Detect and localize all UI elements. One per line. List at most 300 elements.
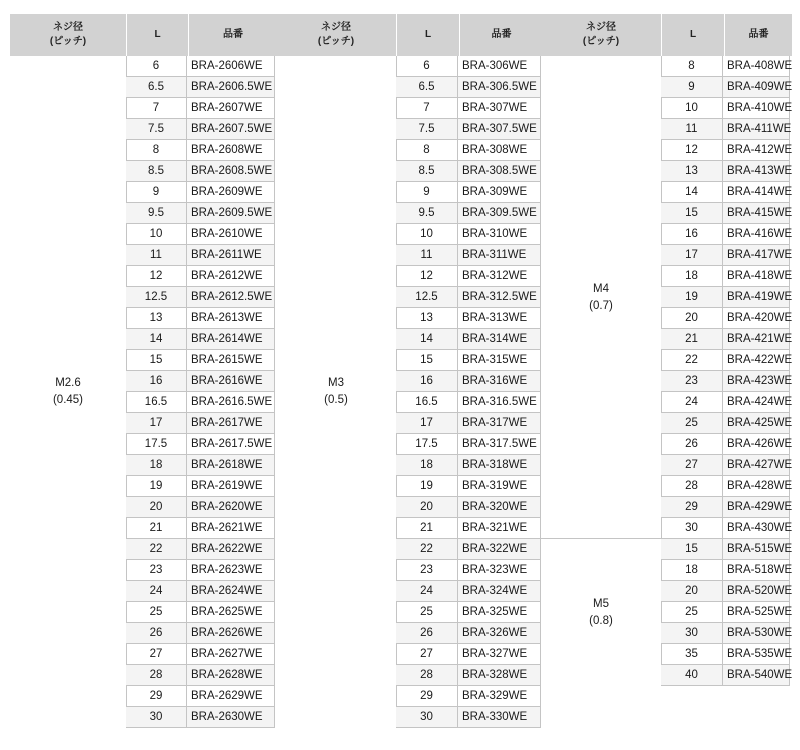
table-row — [661, 308, 793, 329]
part-number-cell: BRA-412WE — [723, 140, 790, 160]
table-row — [661, 497, 793, 518]
table-row — [126, 539, 275, 560]
part-number-cell: BRA-317.5WE — [458, 434, 541, 454]
part-number-cell: BRA-535WE — [723, 644, 790, 664]
table-group-m3 — [276, 14, 544, 723]
table-row — [396, 392, 541, 413]
length-cell: 17.5 — [396, 434, 458, 454]
part-number-cell: BRA-2611WE — [187, 245, 275, 265]
header-part: 品番 — [460, 14, 544, 56]
table-row — [396, 77, 541, 98]
length-cell: 30 — [396, 707, 458, 727]
length-cell: 10 — [661, 98, 723, 118]
length-cell: 25 — [126, 602, 187, 622]
table-row — [396, 287, 541, 308]
length-cell: 12.5 — [396, 287, 458, 307]
part-number-cell: BRA-2609.5WE — [187, 203, 275, 223]
length-cell: 12 — [661, 140, 723, 160]
part-number-cell: BRA-309WE — [458, 182, 541, 202]
part-number-cell: BRA-2621WE — [187, 518, 275, 538]
table-row — [396, 203, 541, 224]
part-number-cell: BRA-415WE — [723, 203, 790, 223]
part-number-cell: BRA-2616.5WE — [187, 392, 275, 412]
part-number-cell: BRA-307.5WE — [458, 119, 541, 139]
header-thread: ネジ径 (ピッチ) — [276, 14, 397, 56]
length-cell: 20 — [661, 308, 723, 328]
length-cell: 15 — [126, 350, 187, 370]
length-cell: 22 — [396, 539, 458, 559]
length-cell: 8 — [396, 140, 458, 160]
part-number-cell: BRA-414WE — [723, 182, 790, 202]
length-cell: 21 — [661, 329, 723, 349]
length-cell: 18 — [396, 455, 458, 475]
header-length: L — [397, 14, 460, 56]
table-row — [126, 560, 275, 581]
part-number-cell: BRA-518WE — [723, 560, 790, 580]
table-group-m26 — [10, 14, 278, 723]
part-number-cell: BRA-329WE — [458, 686, 541, 706]
part-number-cell: BRA-425WE — [723, 413, 790, 433]
part-number-cell: BRA-2612.5WE — [187, 287, 275, 307]
length-cell: 10 — [126, 224, 187, 244]
table-header — [541, 14, 793, 56]
part-number-cell: BRA-2614WE — [187, 329, 275, 349]
table-header — [10, 14, 278, 56]
table-row — [661, 560, 793, 581]
table-row — [661, 581, 793, 602]
table-row — [126, 119, 275, 140]
thread-size-cell — [541, 56, 662, 539]
table-row — [661, 161, 793, 182]
thread-size-cell — [276, 56, 397, 728]
table-row — [396, 476, 541, 497]
part-number-cell: BRA-2628WE — [187, 665, 275, 685]
header-part: 品番 — [189, 14, 278, 56]
length-cell: 14 — [126, 329, 187, 349]
table-row — [126, 182, 275, 203]
table-row — [661, 77, 793, 98]
thread-size-cell — [10, 56, 127, 728]
part-number-cell: BRA-320WE — [458, 497, 541, 517]
table-row — [661, 518, 793, 539]
length-cell: 22 — [126, 539, 187, 559]
part-number-cell: BRA-2609WE — [187, 182, 275, 202]
part-number-cell: BRA-2630WE — [187, 707, 275, 727]
table-row — [661, 203, 793, 224]
part-number-cell: BRA-310WE — [458, 224, 541, 244]
length-cell: 27 — [661, 455, 723, 475]
length-cell: 7.5 — [396, 119, 458, 139]
part-number-cell: BRA-429WE — [723, 497, 790, 517]
part-number-cell: BRA-317WE — [458, 413, 541, 433]
length-cell: 30 — [661, 518, 723, 538]
length-cell: 10 — [396, 224, 458, 244]
thread-size-label: M5 (0.8) — [589, 597, 613, 627]
table-row — [126, 707, 275, 728]
section-divider — [541, 538, 661, 539]
part-number-cell: BRA-2606.5WE — [187, 77, 275, 97]
part-number-cell: BRA-418WE — [723, 266, 790, 286]
table-row — [661, 224, 793, 245]
table-row — [661, 287, 793, 308]
part-number-cell: BRA-422WE — [723, 350, 790, 370]
table-row — [126, 287, 275, 308]
part-number-cell: BRA-2608.5WE — [187, 161, 275, 181]
table-row — [661, 56, 793, 77]
length-cell: 16.5 — [396, 392, 458, 412]
part-number-cell: BRA-326WE — [458, 623, 541, 643]
table-row — [661, 434, 793, 455]
table-row — [661, 98, 793, 119]
length-cell: 14 — [661, 182, 723, 202]
part-number-cell: BRA-2629WE — [187, 686, 275, 706]
table-row — [661, 140, 793, 161]
table-row — [396, 665, 541, 686]
part-number-cell: BRA-417WE — [723, 245, 790, 265]
length-cell: 21 — [126, 518, 187, 538]
part-number-cell: BRA-316WE — [458, 371, 541, 391]
part-number-cell: BRA-2613WE — [187, 308, 275, 328]
part-number-cell: BRA-520WE — [723, 581, 790, 601]
table-row — [396, 371, 541, 392]
length-cell: 27 — [396, 644, 458, 664]
table-row — [396, 224, 541, 245]
part-number-cell: BRA-515WE — [723, 539, 790, 559]
part-number-cell: BRA-409WE — [723, 77, 790, 97]
length-cell: 8 — [661, 56, 723, 76]
length-cell: 22 — [661, 350, 723, 370]
table-row — [661, 665, 793, 686]
length-cell: 26 — [396, 623, 458, 643]
table-row — [396, 308, 541, 329]
part-number-cell: BRA-424WE — [723, 392, 790, 412]
table-row — [396, 539, 541, 560]
table-row — [126, 140, 275, 161]
length-cell: 17.5 — [126, 434, 187, 454]
part-number-cell: BRA-328WE — [458, 665, 541, 685]
table-row — [396, 497, 541, 518]
part-number-cell: BRA-2623WE — [187, 560, 275, 580]
part-number-cell: BRA-322WE — [458, 539, 541, 559]
table-row — [126, 371, 275, 392]
header-part: 品番 — [725, 14, 793, 56]
length-cell: 16 — [396, 371, 458, 391]
table-row — [661, 623, 793, 644]
part-number-cell: BRA-421WE — [723, 329, 790, 349]
part-number-cell: BRA-306.5WE — [458, 77, 541, 97]
length-cell: 13 — [126, 308, 187, 328]
thread-size-label: M4 (0.7) — [589, 282, 613, 312]
table-row — [661, 539, 793, 560]
length-cell: 27 — [126, 644, 187, 664]
part-number-cell: BRA-2620WE — [187, 497, 275, 517]
table-row — [396, 56, 541, 77]
length-cell: 12.5 — [126, 287, 187, 307]
length-cell: 35 — [661, 644, 723, 664]
part-number-cell: BRA-2626WE — [187, 623, 275, 643]
length-cell: 20 — [396, 497, 458, 517]
part-number-cell: BRA-2615WE — [187, 350, 275, 370]
length-cell: 19 — [126, 476, 187, 496]
length-cell: 14 — [396, 329, 458, 349]
part-number-cell: BRA-426WE — [723, 434, 790, 454]
part-number-cell: BRA-327WE — [458, 644, 541, 664]
length-cell: 28 — [661, 476, 723, 496]
part-number-cell: BRA-321WE — [458, 518, 541, 538]
table-row — [661, 350, 793, 371]
table-row — [126, 434, 275, 455]
table-row — [126, 56, 275, 77]
length-cell: 17 — [126, 413, 187, 433]
table-row — [396, 140, 541, 161]
length-cell: 15 — [396, 350, 458, 370]
length-cell: 8 — [126, 140, 187, 160]
length-cell: 29 — [661, 497, 723, 517]
part-number-cell: BRA-427WE — [723, 455, 790, 475]
part-number-cell: BRA-316.5WE — [458, 392, 541, 412]
length-cell: 6.5 — [126, 77, 187, 97]
length-cell: 30 — [126, 707, 187, 727]
length-cell: 7 — [396, 98, 458, 118]
table-row — [396, 350, 541, 371]
part-number-cell: BRA-530WE — [723, 623, 790, 643]
thread-size-cell — [541, 539, 662, 686]
length-cell: 20 — [661, 581, 723, 601]
part-number-cell: BRA-2627WE — [187, 644, 275, 664]
length-cell: 23 — [126, 560, 187, 580]
part-number-cell: BRA-2616WE — [187, 371, 275, 391]
length-cell: 7.5 — [126, 119, 187, 139]
table-row — [396, 182, 541, 203]
length-cell: 21 — [396, 518, 458, 538]
header-length: L — [662, 14, 725, 56]
table-row — [126, 245, 275, 266]
part-number-cell: BRA-2608WE — [187, 140, 275, 160]
part-number-cell: BRA-312.5WE — [458, 287, 541, 307]
part-number-cell: BRA-2612WE — [187, 266, 275, 286]
table-row — [396, 413, 541, 434]
part-number-cell: BRA-315WE — [458, 350, 541, 370]
table-row — [126, 623, 275, 644]
part-number-cell: BRA-2619WE — [187, 476, 275, 496]
length-cell: 19 — [661, 287, 723, 307]
table-row — [396, 266, 541, 287]
length-cell: 25 — [396, 602, 458, 622]
part-number-cell: BRA-325WE — [458, 602, 541, 622]
table-row — [396, 119, 541, 140]
table-row — [396, 161, 541, 182]
part-number-cell: BRA-2622WE — [187, 539, 275, 559]
length-cell: 16.5 — [126, 392, 187, 412]
length-cell: 19 — [396, 476, 458, 496]
table-row — [661, 455, 793, 476]
table-row — [126, 161, 275, 182]
length-cell: 8.5 — [126, 161, 187, 181]
part-number-cell: BRA-2624WE — [187, 581, 275, 601]
part-number-cell: BRA-416WE — [723, 224, 790, 244]
table-row — [126, 392, 275, 413]
length-cell: 6 — [126, 56, 187, 76]
table-row — [126, 413, 275, 434]
table-row — [126, 224, 275, 245]
part-number-cell: BRA-525WE — [723, 602, 790, 622]
length-cell: 7 — [126, 98, 187, 118]
table-row — [661, 266, 793, 287]
part-number-cell: BRA-319WE — [458, 476, 541, 496]
table-row — [661, 413, 793, 434]
table-row — [661, 371, 793, 392]
length-cell: 26 — [126, 623, 187, 643]
part-number-cell: BRA-413WE — [723, 161, 790, 181]
length-cell: 11 — [396, 245, 458, 265]
length-cell: 24 — [126, 581, 187, 601]
table-row — [126, 455, 275, 476]
length-cell: 11 — [661, 119, 723, 139]
table-row — [661, 476, 793, 497]
table-row — [396, 707, 541, 728]
table-row — [396, 518, 541, 539]
table-row — [126, 266, 275, 287]
length-cell: 6 — [396, 56, 458, 76]
part-number-cell: BRA-2625WE — [187, 602, 275, 622]
part-number-cell: BRA-430WE — [723, 518, 790, 538]
thread-size-label: M3 (0.5) — [324, 377, 348, 406]
table-row — [396, 581, 541, 602]
length-cell: 25 — [661, 602, 723, 622]
length-cell: 18 — [661, 560, 723, 580]
table-row — [396, 686, 541, 707]
table-row — [396, 329, 541, 350]
table-row — [396, 560, 541, 581]
header-thread: ネジ径 (ピッチ) — [541, 14, 662, 56]
table-row — [396, 644, 541, 665]
part-number-cell: BRA-2607.5WE — [187, 119, 275, 139]
table-row — [396, 455, 541, 476]
part-number-cell: BRA-540WE — [723, 665, 790, 685]
table-group-m4-m5 — [541, 14, 793, 681]
length-cell: 24 — [396, 581, 458, 601]
table-row — [661, 392, 793, 413]
part-number-cell: BRA-2617.5WE — [187, 434, 275, 454]
part-number-cell: BRA-428WE — [723, 476, 790, 496]
part-number-cell: BRA-314WE — [458, 329, 541, 349]
table-row — [396, 623, 541, 644]
table-row — [126, 98, 275, 119]
length-cell: 9 — [661, 77, 723, 97]
length-cell: 9.5 — [396, 203, 458, 223]
table-row — [661, 245, 793, 266]
part-number-cell: BRA-2618WE — [187, 455, 275, 475]
part-number-cell: BRA-323WE — [458, 560, 541, 580]
part-number-cell: BRA-307WE — [458, 98, 541, 118]
length-cell: 29 — [396, 686, 458, 706]
length-cell: 16 — [661, 224, 723, 244]
length-cell: 12 — [396, 266, 458, 286]
length-cell: 9.5 — [126, 203, 187, 223]
table-row — [126, 476, 275, 497]
table-row — [126, 308, 275, 329]
table-row — [126, 350, 275, 371]
length-cell: 25 — [661, 413, 723, 433]
table-row — [126, 665, 275, 686]
length-cell: 12 — [126, 266, 187, 286]
length-cell: 26 — [661, 434, 723, 454]
header-thread: ネジ径 (ピッチ) — [10, 14, 127, 56]
length-cell: 28 — [126, 665, 187, 685]
table-header — [276, 14, 544, 56]
length-cell: 9 — [396, 182, 458, 202]
part-number-cell: BRA-2617WE — [187, 413, 275, 433]
length-cell: 17 — [661, 245, 723, 265]
length-cell: 23 — [661, 371, 723, 391]
part-number-cell: BRA-419WE — [723, 287, 790, 307]
part-number-cell: BRA-308WE — [458, 140, 541, 160]
length-cell: 18 — [661, 266, 723, 286]
table-row — [126, 602, 275, 623]
length-cell: 18 — [126, 455, 187, 475]
table-row — [126, 686, 275, 707]
length-cell: 6.5 — [396, 77, 458, 97]
table-row — [396, 245, 541, 266]
length-cell: 24 — [661, 392, 723, 412]
table-row — [396, 602, 541, 623]
length-cell: 23 — [396, 560, 458, 580]
table-row — [126, 518, 275, 539]
header-length: L — [127, 14, 189, 56]
part-number-cell: BRA-309.5WE — [458, 203, 541, 223]
part-number-cell: BRA-312WE — [458, 266, 541, 286]
table-row — [661, 119, 790, 140]
part-number-cell: BRA-2606WE — [187, 56, 275, 76]
part-number-cell: BRA-423WE — [723, 371, 790, 391]
part-number-cell: BRA-318WE — [458, 455, 541, 475]
part-number-cell: BRA-324WE — [458, 581, 541, 601]
length-cell: 9 — [126, 182, 187, 202]
length-cell: 40 — [661, 665, 723, 685]
table-row — [661, 182, 793, 203]
table-row — [396, 98, 541, 119]
length-cell: 20 — [126, 497, 187, 517]
part-number-cell: BRA-408WE — [723, 56, 790, 76]
table-row — [396, 434, 541, 455]
thread-size-label: M2.6 (0.45) — [52, 377, 84, 406]
part-number-cell: BRA-2607WE — [187, 98, 275, 118]
part-number-cell: BRA-330WE — [458, 707, 541, 727]
length-cell: 15 — [661, 539, 723, 559]
part-number-cell: BRA-411WE — [723, 119, 790, 139]
part-number-cell: BRA-410WE — [723, 98, 790, 118]
length-cell: 11 — [126, 245, 187, 265]
table-row — [126, 77, 275, 98]
length-cell: 29 — [126, 686, 187, 706]
part-number-cell: BRA-306WE — [458, 56, 541, 76]
table-row — [126, 203, 275, 224]
table-row — [661, 644, 793, 665]
table-row — [126, 581, 275, 602]
part-number-cell: BRA-313WE — [458, 308, 541, 328]
part-number-cell: BRA-308.5WE — [458, 161, 541, 181]
part-number-cell: BRA-420WE — [723, 308, 790, 328]
table-row — [661, 602, 793, 623]
length-cell: 28 — [396, 665, 458, 685]
table-row — [126, 644, 275, 665]
length-cell: 13 — [396, 308, 458, 328]
part-number-cell: BRA-311WE — [458, 245, 541, 265]
length-cell: 8.5 — [396, 161, 458, 181]
length-cell: 30 — [661, 623, 723, 643]
length-cell: 13 — [661, 161, 723, 181]
table-row — [126, 329, 275, 350]
